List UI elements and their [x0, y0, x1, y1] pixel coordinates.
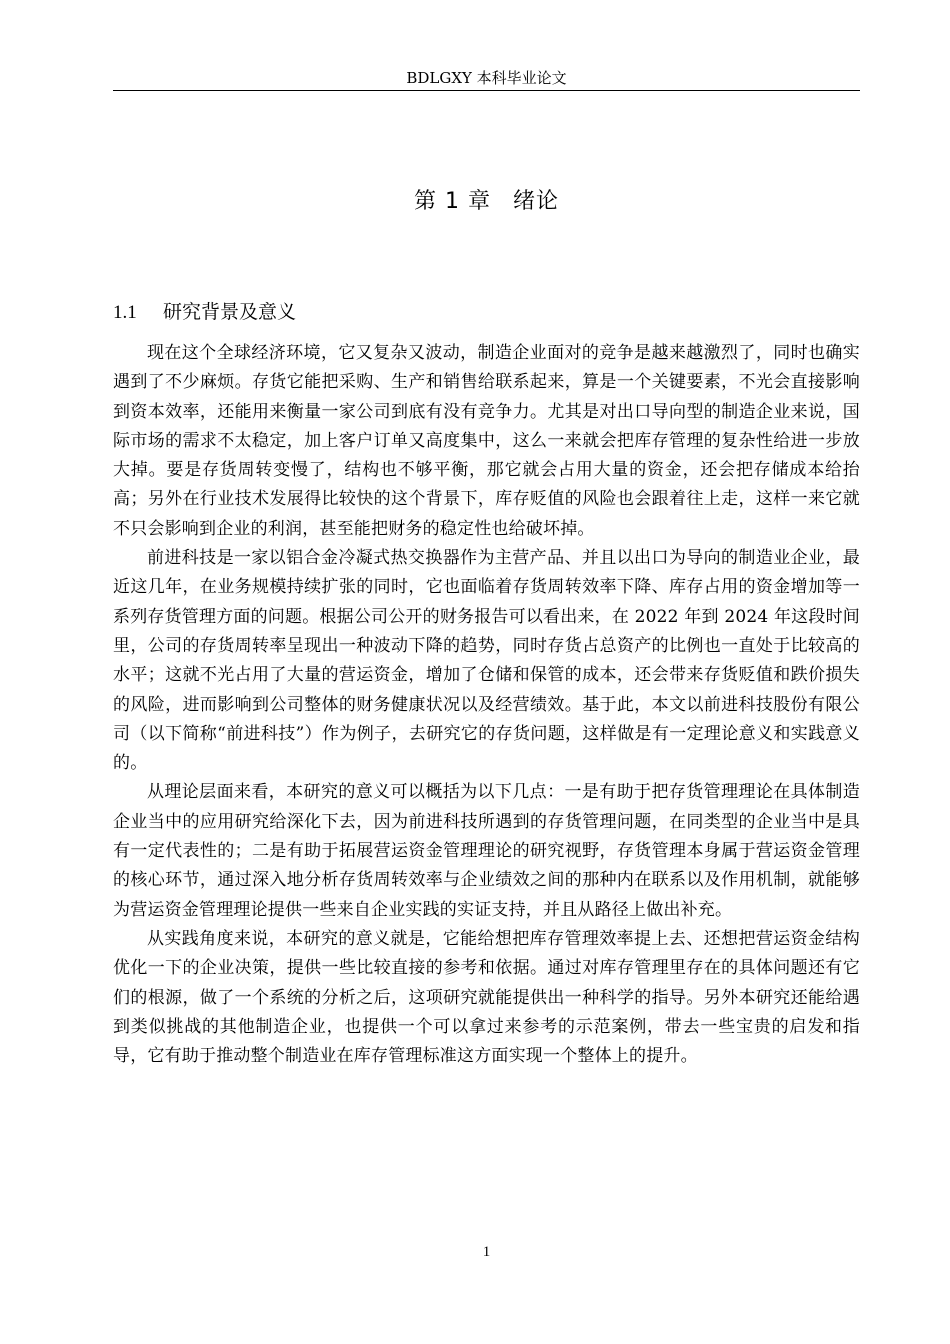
section-number: 1.1	[113, 302, 137, 323]
header-rule	[113, 90, 860, 91]
chapter-title-text: 绪论	[512, 189, 559, 214]
paragraph-theory: 从理论层面来看，本研究的意义可以概括为以下几点：一是有助于把存货管理理论在具体制造企业当中的应用研究给深化下去，因为前进科技所遇到的存货管理问题，在同类型的企业当中是具有一定代表性的；二是有助于拓展营运资金管理理论的研究视野，存货管理本身属于营运资金管理的核心环节，通过深入地分析存货周转效率与企业绩效之间的那种内在联系以及作用机制，就能够为营运资金管理理论提供一些来自企业实践的实证支持，并且从路径上做出补充。	[113, 782, 860, 920]
chapter-title	[113, 186, 860, 218]
running-header: BDLGXY 本科毕业论文	[406, 69, 567, 87]
section-title: 研究背景及意义	[163, 301, 297, 323]
paragraph-background: 现在这个全球经济环境，它又复杂又波动，制造企业面对的竞争是越来越激烈了，同时也确实遇到了不少麻烦。存货它能把采购、生产和销售给联系起来，算是一个关键要素，不光会直接影响到资本效率，还能用来衡量一家公司到底有没有竞争力。尤其是对出口导向型的制造企业来说，国际市场的需求不太稳定，加上客户订单又高度集中，这么一来就会把库存管理的复杂性给进一步放大掉。要是存货周转变慢了，结构也不够平衡，那它就会占用大量的资金，还会把存储成本给抬高；另外在行业技术发展得比较快的这个背景下，库存贬值的风险也会跟着往上走，这样一来它就不只会影响到企业的利润，甚至能把财务的稳定性也给破坏掉。	[113, 343, 860, 539]
section-heading	[113, 298, 860, 327]
body-text	[113, 339, 860, 1071]
page-number: 1	[482, 1244, 491, 1260]
paragraph-practice: 从实践角度来说，本研究的意义就是，它能给想把库存管理效率提上去、还想把营运资金结构优化一下的企业决策，提供一些比较直接的参考和依据。通过对库存管理里存在的具体问题还有它们的根源，做了一个系统的分析之后，这项研究就能提供出一种科学的指导。另外本研究还能给遇到类似挑战的其他制造企业，也提供一个可以拿过来参考的示范案例，带去一些宝贵的启发和指导，它有助于推动整个制造业在库存管理标准这方面实现一个整体上的提升。	[113, 928, 860, 1067]
chapter-number: 第 1 章	[414, 189, 491, 214]
paragraph-company: 前进科技是一家以铝合金冷凝式热交换器作为主营产品、并且以出口为导向的制造业企业，最近这几年，在业务规模持续扩张的同时，它也面临着存货周转效率下降、库存占用的资金增加等一系列存货管理方面的问题。根据公司公开的财务报告可以看出来，在 2022 年到 2024 年这段时间里，公司的存货周转率呈现出一种波动下降的趋势，同时存货占总资产的比例也一直处于比较高的水平；这就不光占用了大量的营运资金，增加了仓储和保管的成本，还会带来存货贬值和跌价损失的风险，进而影响到公司整体的财务健康状况以及经营绩效。基于此，本文以前进科技股份有限公司（以下简称“前进科技”）作为例子，去研究它的存货问题，这样做是有一定理论意义和实践意义的。	[113, 548, 860, 774]
